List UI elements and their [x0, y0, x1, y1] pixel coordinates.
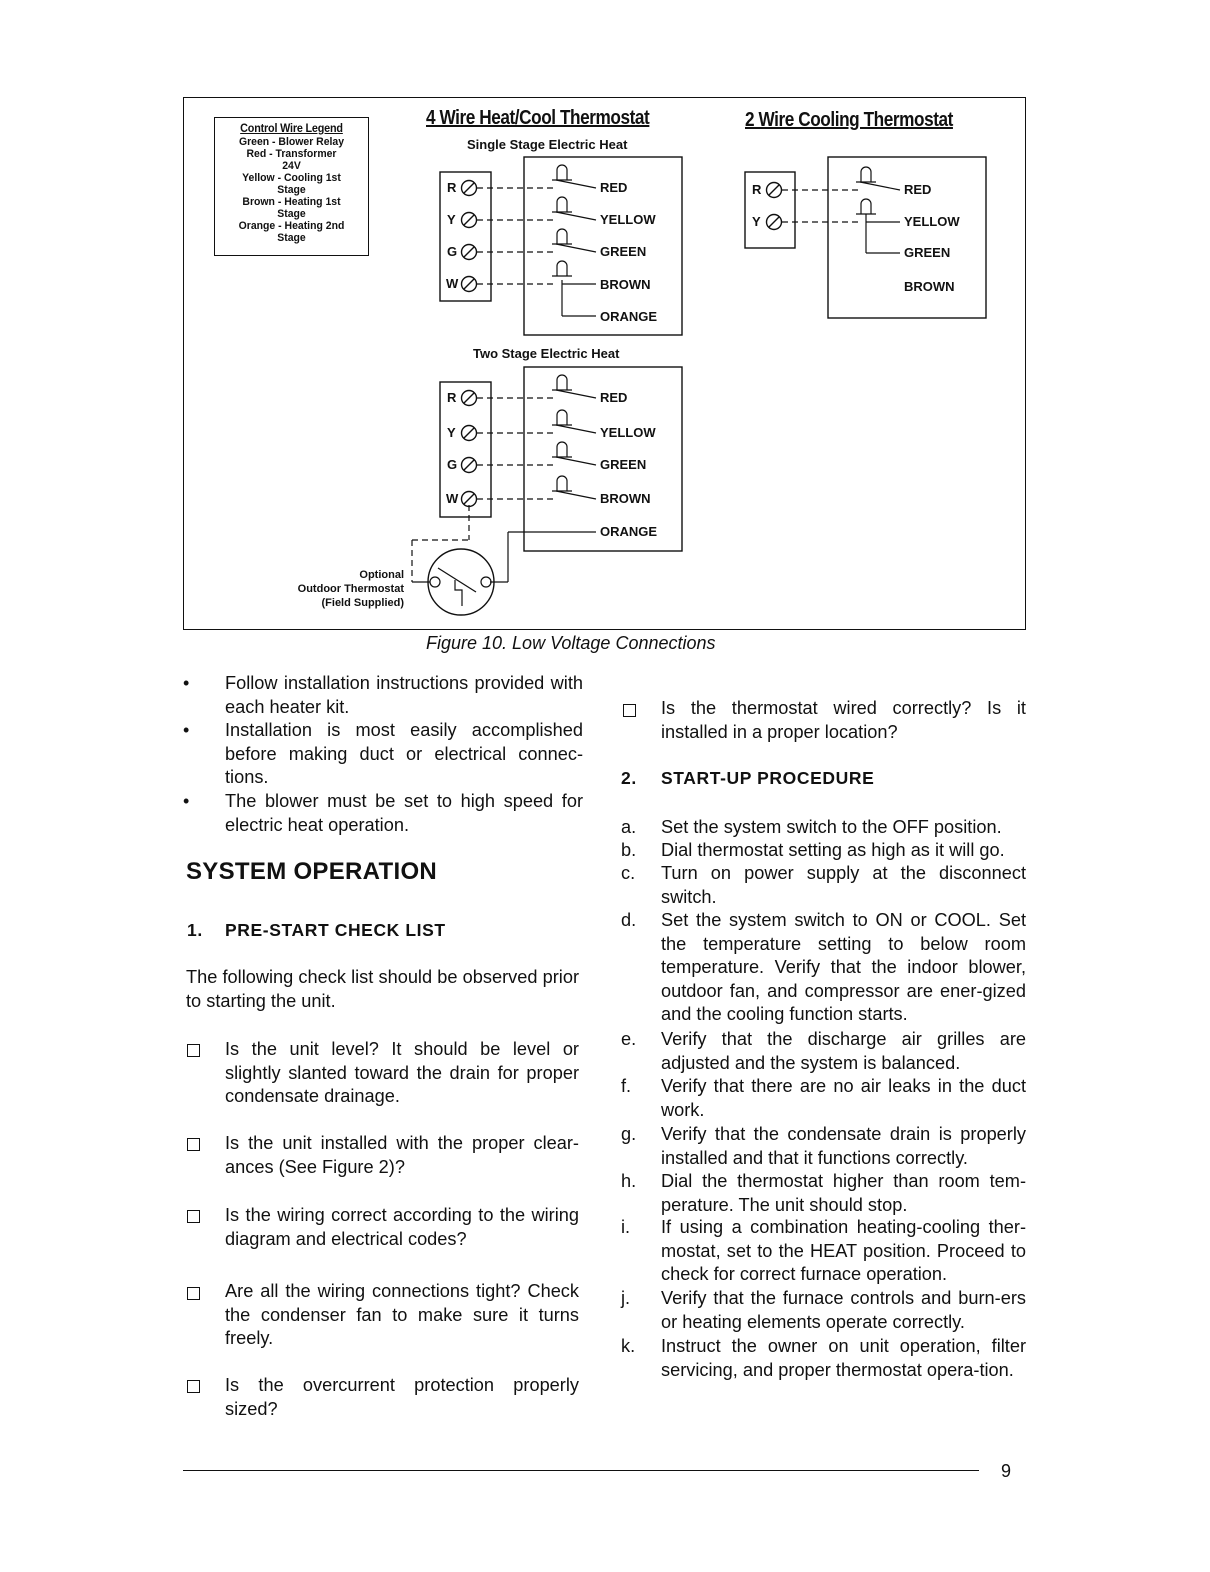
wire-brown-label: BROWN — [600, 277, 651, 292]
step-letter: c. — [621, 863, 636, 883]
wire-red-label: RED — [904, 182, 932, 197]
step-letter: d. — [621, 910, 637, 930]
single-stage-label: Single Stage Electric Heat — [467, 137, 628, 152]
checklist-intro: The following check list should be observed prior to starting the unit. — [186, 967, 579, 1011]
step-text: Turn on power supply at the disconnect switch. — [661, 863, 1026, 907]
checkbox-icon — [623, 704, 636, 717]
terminal-y: Y — [447, 425, 456, 440]
list-item: • Follow installation instructions provided with each heater kit. — [183, 673, 583, 717]
wire-green-label: GREEN — [904, 245, 951, 260]
outdoor-thermostat-symbol — [428, 549, 494, 615]
terminal-g: G — [447, 457, 458, 472]
checklist-item: Is the unit level? It should be level or slightly slanted toward the drain for proper condensate drainage. — [225, 1039, 579, 1106]
checklist-item: Are all the wiring connections tight? Check the condenser fan to make sure it turns freely. — [225, 1281, 579, 1348]
two-stage-label: Two Stage Electric Heat — [473, 346, 620, 361]
two-wire-title: 2 Wire Cooling Thermostat — [745, 109, 953, 131]
page-number: 9 — [1001, 1461, 1012, 1481]
outdoor-thermostat-label: Optional Outdoor Thermostat (Field Supplied) — [297, 569, 404, 609]
terminal-w: W — [446, 276, 459, 291]
step-letter: a. — [621, 817, 637, 837]
step-text: If using a combination heating-cooling ther-mostat, set to the HEAT position. Proceed to check for correct furnace operation. — [661, 1217, 1026, 1284]
wire-yellow-label: YELLOW — [600, 425, 656, 440]
step-text: Instruct the owner on unit operation, filter servicing, and proper thermostat opera-tion. — [661, 1336, 1026, 1380]
footer-rule — [183, 1470, 979, 1471]
legend-title: Control Wire Legend — [240, 121, 343, 135]
wire-orange-label: ORANGE — [600, 309, 658, 324]
startup-heading-number: 2. — [621, 768, 637, 788]
step-letter: e. — [621, 1029, 637, 1049]
legend-line: Orange - Heating 2nd — [238, 220, 345, 232]
step-letter: f. — [621, 1076, 632, 1096]
step-text: Set the system switch to ON or COOL. Set the temperature setting to below room temperature. Verify that the indoor blower, outdoor fan, and compressor are ener-gized and the cooling function starts. — [661, 910, 1026, 1024]
terminal-r: R — [447, 180, 457, 195]
checkbox-icon — [187, 1138, 200, 1151]
terminal-g: G — [447, 244, 458, 259]
step-letter: j. — [621, 1288, 631, 1308]
bullet-icon: • — [183, 791, 190, 811]
wire-green-label: GREEN — [600, 457, 647, 472]
step-letter: h. — [621, 1171, 637, 1191]
checklist-heading: PRE-START CHECK LIST — [225, 920, 446, 940]
step-letter: k. — [621, 1336, 636, 1356]
wire-yellow-label: YELLOW — [600, 212, 656, 227]
legend-line: 24V — [282, 160, 301, 172]
figure-caption: Figure 10. Low Voltage Connections — [426, 633, 716, 653]
legend-line: Yellow - Cooling 1st — [242, 172, 341, 184]
terminal-y: Y — [752, 214, 761, 229]
checklist-heading-number: 1. — [187, 920, 203, 940]
bullet-icon: • — [183, 673, 190, 693]
checklist-item: Is the wiring correct according to the wiring diagram and electrical codes? — [225, 1205, 579, 1249]
checkbox-icon — [187, 1210, 200, 1223]
step-text: Verify that the condensate drain is properly installed and that it functions correctly. — [661, 1124, 1026, 1168]
legend-line: Red - Transformer — [246, 148, 337, 160]
step-text: Dial the thermostat higher than room tem-perature. The unit should stop. — [661, 1171, 1026, 1215]
step-letter: b. — [621, 840, 637, 860]
step-text: Set the system switch to the OFF position. — [661, 817, 1002, 837]
list-item: • The blower must be set to high speed for electric heat operation. — [183, 791, 583, 835]
section-title: SYSTEM OPERATION — [186, 858, 438, 885]
terminal-w: W — [446, 491, 459, 506]
wire-green-label: GREEN — [600, 244, 647, 259]
wire-brown-label: BROWN — [904, 279, 955, 294]
terminal-r: R — [447, 390, 457, 405]
legend-line: Green - Blower Relay — [238, 136, 345, 148]
legend-line: Stage — [277, 208, 306, 220]
step-text: Verify that there are no air leaks in the duct work. — [661, 1076, 1026, 1120]
checklist-item: Is the thermostat wired correctly? Is it installed in a proper location? — [661, 698, 1026, 742]
step-text: Verify that the discharge air grilles are adjusted and the system is balanced. — [661, 1029, 1026, 1073]
startup-heading: START-UP PROCEDURE — [661, 768, 875, 788]
wire-orange-label: ORANGE — [600, 524, 658, 539]
four-wire-title: 4 Wire Heat/Cool Thermostat — [426, 107, 650, 129]
legend-line: Stage — [277, 232, 306, 244]
checkbox-icon — [187, 1044, 200, 1057]
step-letter: i. — [621, 1217, 631, 1237]
terminal-y: Y — [447, 212, 456, 227]
checkbox-icon — [187, 1380, 200, 1393]
checklist-item: Is the unit installed with the proper clear-ances (See Figure 2)? — [225, 1133, 579, 1177]
step-letter: g. — [621, 1124, 637, 1144]
list-item: • Installation is most easily accomplished before making duct or electrical connec-tions. — [183, 720, 583, 787]
legend-line: Stage — [277, 184, 306, 196]
wire-brown-label: BROWN — [600, 491, 651, 506]
wire-yellow-label: YELLOW — [904, 214, 960, 229]
wire-red-label: RED — [600, 390, 628, 405]
checklist-item: Is the overcurrent protection properly sized? — [225, 1375, 579, 1419]
wire-red-label: RED — [600, 180, 628, 195]
terminal-r: R — [752, 182, 762, 197]
checkbox-icon — [187, 1287, 200, 1300]
wiring-diagram — [0, 0, 1210, 660]
step-text: Dial thermostat setting as high as it will go. — [661, 840, 1005, 860]
bullet-icon: • — [183, 720, 190, 740]
step-text: Verify that the furnace controls and burn-ers or heating elements operate correctly. — [661, 1288, 1026, 1332]
legend-line: Brown - Heating 1st — [242, 196, 341, 208]
